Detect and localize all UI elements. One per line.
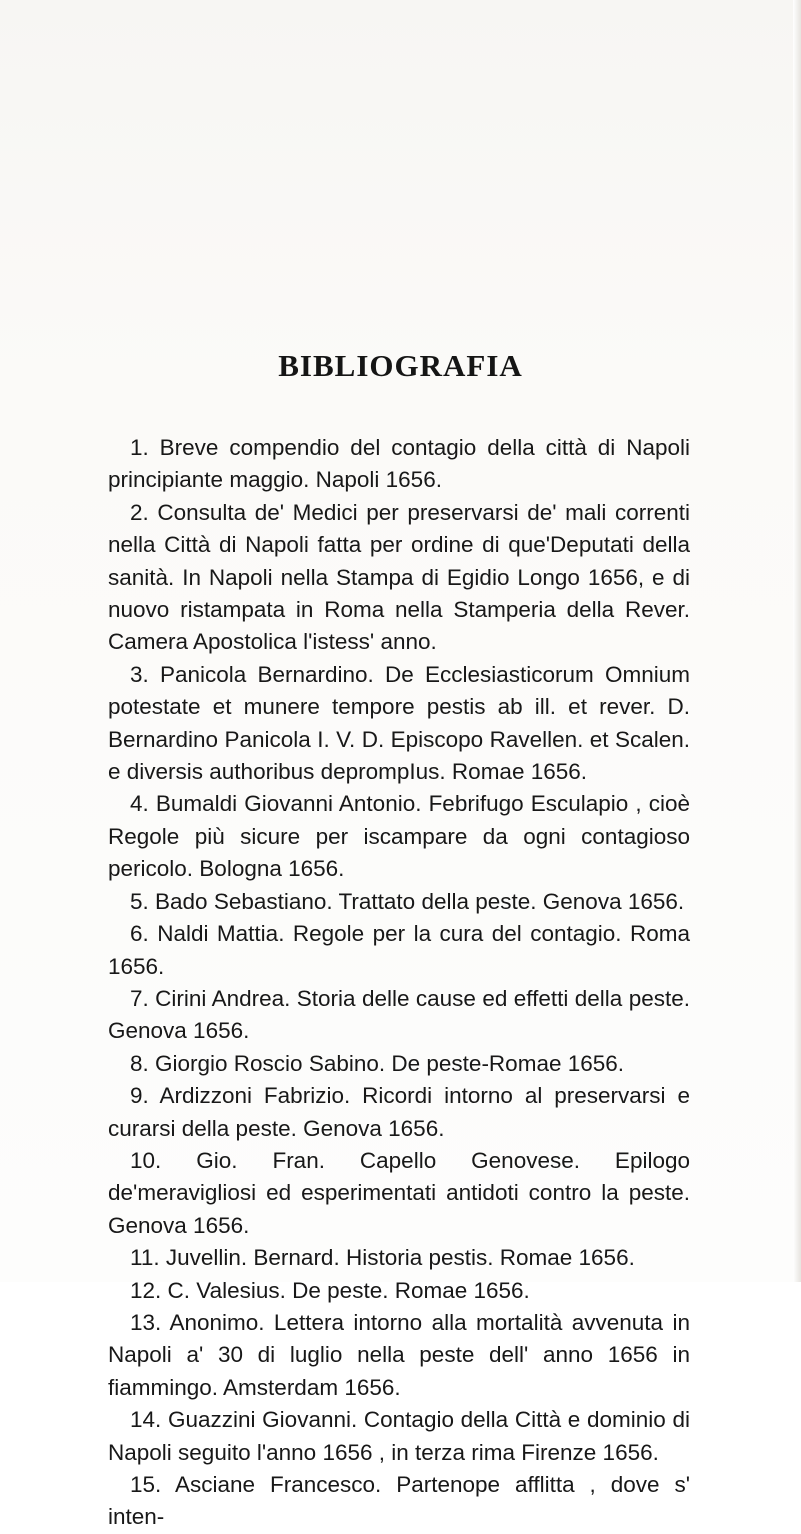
- bibliography-entry-4: 4. Bumaldi Giovanni Antonio. Febrifugo Esculapio , cioè Regole più sicure per iscampare da ogni contagioso pericolo. Bologna 1656.: [108, 791, 690, 882]
- bibliography-entry-8: 8. Giorgio Roscio Sabino. De peste-Romae 1656.: [130, 1050, 625, 1076]
- page-edge-shadow: [793, 0, 801, 1282]
- bibliography-entry-9: 9. Ardizzoni Fabrizio. Ricordi intorno al preservarsi e curarsi della peste. Genova 1656.: [108, 1083, 690, 1141]
- bibliography-entry-7: 7. Cirini Andrea. Storia delle cause ed effetti della peste. Genova 1656.: [108, 985, 690, 1044]
- bibliography-entry-15: 15. Asciane Francesco. Partenope afflitta , dove s' inten-: [108, 1472, 690, 1530]
- bibliography-entry-6: 6. Naldi Mattia. Regole per la cura del contagio. Roma 1656.: [108, 921, 690, 979]
- bibliography-entry-11: 11. Juvellin. Bernard. Historia pestis. Romae 1656.: [130, 1245, 635, 1271]
- page-title: BIBLIOGRAFIA: [278, 348, 523, 383]
- bibliography-list: [108, 432, 690, 1534]
- bibliography-entry-13: 13. Anonimo. Lettera intorno alla mortalità avvenuta in Napoli a' 30 di luglio nella peste dell' anno 1656 in fiammingo. Amsterdam 1656.: [108, 1309, 690, 1400]
- bibliography-entry-5: 5. Bado Sebastiano. Trattato della peste. Genova 1656.: [130, 888, 685, 914]
- bibliography-entry-3: 3. Panicola Bernardino. De Ecclesiasticorum Omnium potestate et munere tempore pestis ab ill. et rever. D. Bernardino Panicola I. V. D. Episcopo Ravellen. et Scalen. e diversis authoribus deprompIus. Romae 1656.: [108, 661, 690, 785]
- bibliography-entry-2: 2. Consulta de' Medici per preservarsi de' mali correnti nella Città di Napoli fatta per ordine di que'Deputati della sanità. In Napoli nella Stampa di Egidio Longo 1656, e di nuovo ristampata in Roma nella Stamperia della Rever. Camera Apostolica l'istess' anno.: [108, 499, 690, 655]
- bibliography-entry-14: 14. Guazzini Giovanni. Contagio della Città e dominio di Napoli seguito l'anno 1656 , in terza rima Firenze 1656.: [108, 1407, 690, 1465]
- bibliography-entry-12: 12. C. Valesius. De peste. Romae 1656.: [130, 1277, 530, 1303]
- bleed-through-text: [110, 60, 670, 330]
- bibliography-entry-10: 10. Gio. Fran. Capello Genovese. Epilogo de'meravigliosi ed esperimentati antidoti contro la peste. Genova 1656.: [108, 1147, 690, 1238]
- bibliography-entry-1: 1. Breve compendio del contagio della città di Napoli principiante maggio. Napoli 1656.: [108, 435, 690, 493]
